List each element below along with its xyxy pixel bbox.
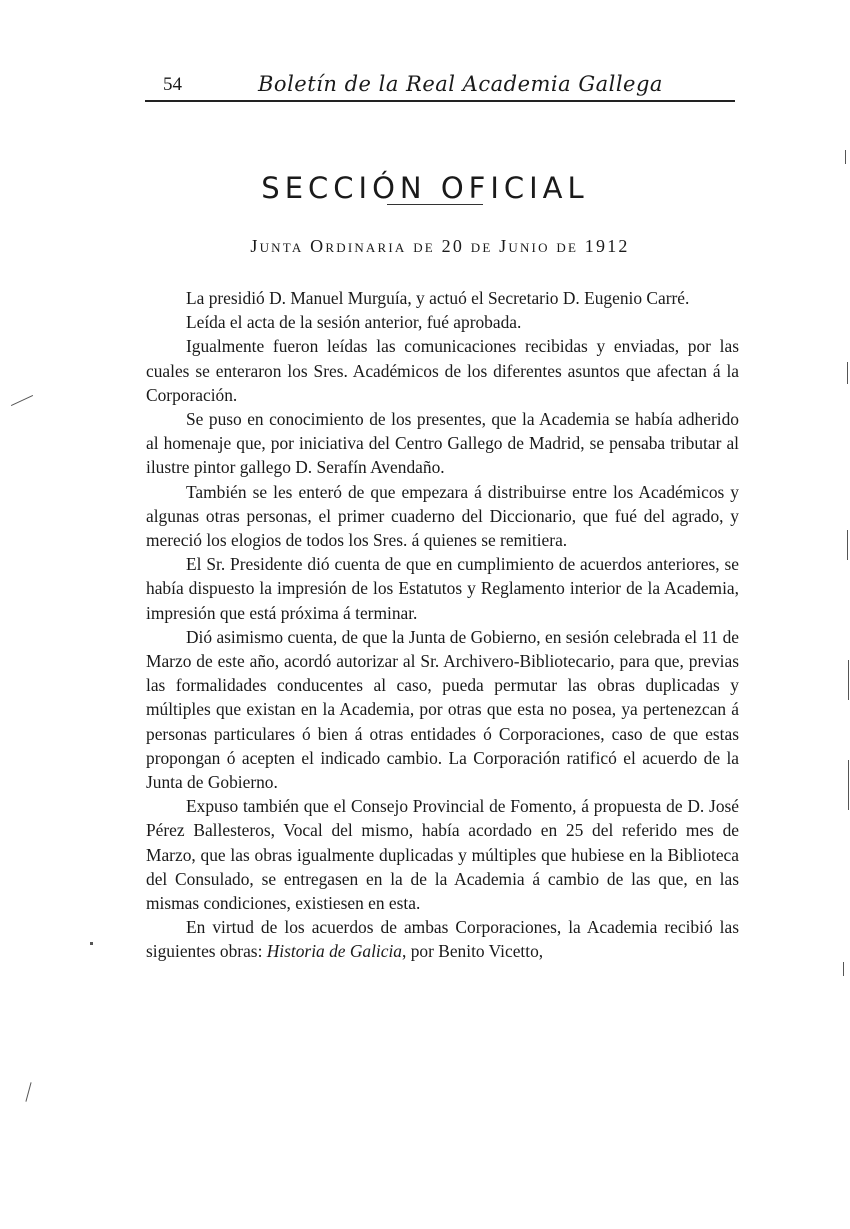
paragraph: Dió asimismo cuenta, de que la Junta de Gobierno, en sesión celebrada el 11 de Marzo de este año, acordó autorizar al Sr. Archivero-Bibliotecario, para que, previas las formalidades conducentes al caso, pueda permutar las obras duplicadas y múltiples que existan en la Academia, por otras que esta no posea, ya pertenezcan á personas particulares ó bien á otras entidades ó Corporaciones, caso de que estas propongan ó acepten el indicado cambio. La Corporación ratificó el acuerdo de la Junta de Gobierno.	[146, 626, 739, 793]
meeting-heading: Junta Ordinaria de 20 de Junio de 1912	[250, 236, 630, 256]
paragraph-text: , por Benito Vicetto,	[402, 941, 544, 962]
running-head	[145, 70, 735, 102]
margin-mark	[848, 760, 849, 810]
paragraph: La presidió D. Manuel Murguía, y actuó el Secretario D. Eugenio Carré.	[186, 288, 690, 308]
margin-mark	[847, 530, 848, 560]
margin-mark	[845, 150, 846, 164]
book-title: Historia de Galicia	[266, 941, 403, 962]
section-title: SECCIÓN OFICIAL	[261, 171, 589, 206]
page-number: 54	[163, 74, 182, 95]
paragraph-text: En virtud de los acuerdos de ambas Corporaciones, la Academia recibió las siguientes obras:	[146, 917, 739, 962]
margin-mark	[843, 962, 844, 976]
paragraph: Se puso en conocimiento de los presentes, que la Academia se había adherido al homenaje que, por iniciativa del Centro Gallego de Madrid, se pensaba tributar al ilustre pintor gallego D. Serafín Avendaño.	[146, 409, 739, 478]
margin-mark	[90, 942, 93, 945]
margin-mark	[25, 1082, 31, 1102]
paragraph	[146, 915, 739, 963]
journal-title: Boletín de la Real Academia Gallega	[258, 72, 663, 96]
body-text	[146, 286, 739, 964]
margin-mark	[847, 362, 848, 384]
paragraph: El Sr. Presidente dió cuenta de que en cumplimiento de acuerdos anteriores, se había dispuesto la impresión de los Estatutos y Reglamento interior de la Academia, impresión que está próxima á terminar.	[146, 554, 739, 623]
paragraph: Expuso también que el Consejo Provincial de Fomento, á propuesta de D. José Pérez Ballesteros, Vocal del mismo, había acordado en 25 del referido mes de Marzo, que las obras igualmente duplicadas y múltiples que hubiese en la Biblioteca del Consulado, se entregasen en la de la Academia á cambio de las que, en las mismas condiciones, existiesen en esta.	[146, 796, 739, 914]
paragraph: Igualmente fueron leídas las comunicaciones recibidas y enviadas, por las cuales se enteraron los Sres. Académicos de los diferentes asuntos que afectan á la Corporación.	[146, 336, 739, 405]
margin-mark	[848, 660, 849, 700]
title-divider	[387, 204, 483, 205]
paragraph: Leída el acta de la sesión anterior, fué aprobada.	[186, 312, 522, 333]
margin-mark	[11, 395, 33, 406]
paragraph: También se les enteró de que empezara á distribuirse entre los Académicos y algunas otras personas, el primer cuaderno del Diccionario, que fué del agrado, y mereció los elogios de todos los Sres. á quienes se remitiera.	[146, 481, 739, 551]
